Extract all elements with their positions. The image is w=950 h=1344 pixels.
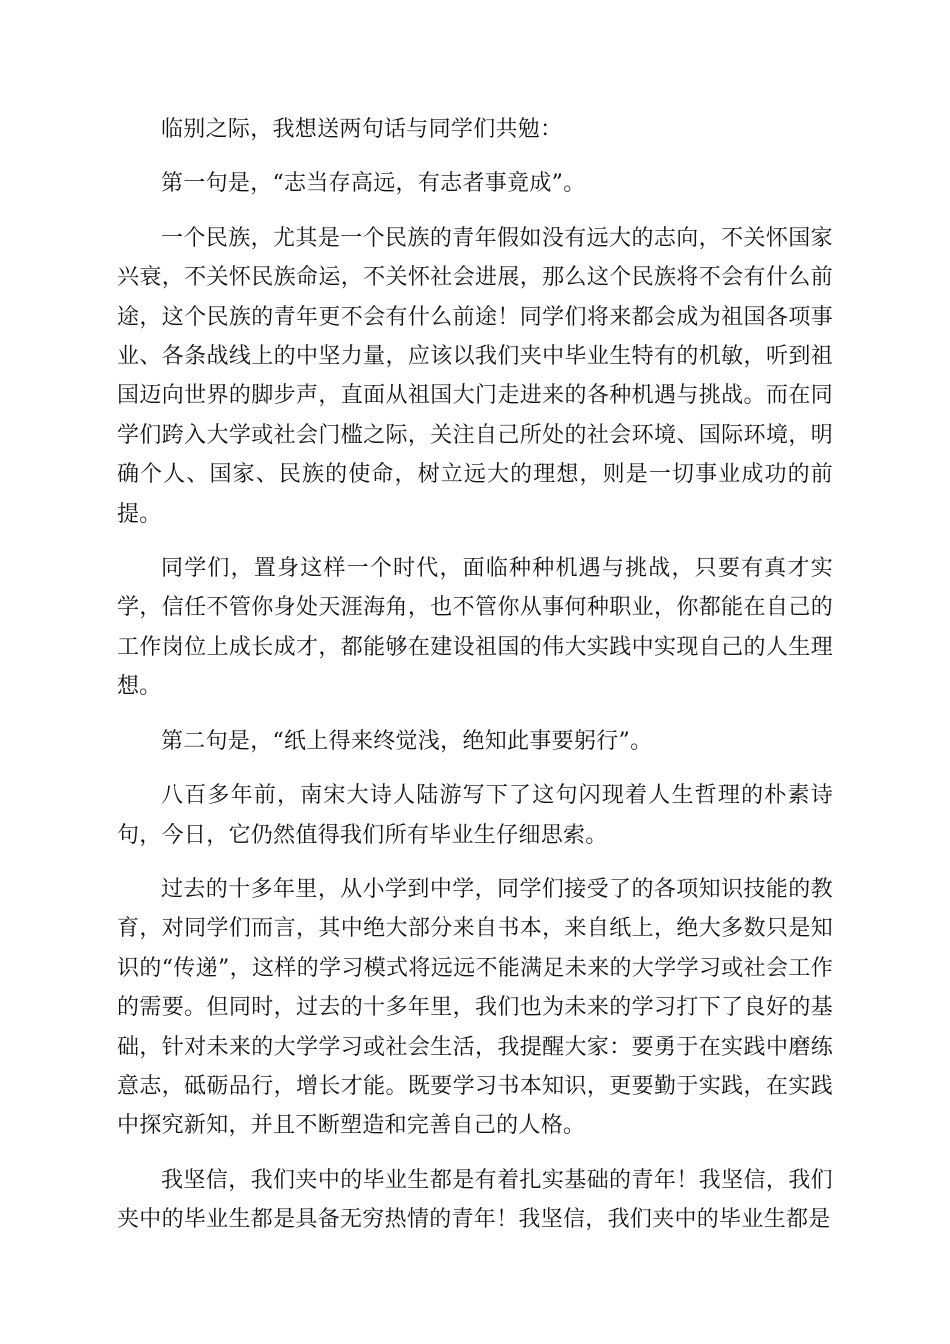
paragraph-farewell-intro: 临别之际，我想送两句话与同学们共勉： <box>161 117 563 142</box>
paragraph-past-learning: 过去的十多年里，从小学到中学，同学们接受了的各项知识技能的教育，对同学们而言，其中绝大部分来自书本，来自纸上，绝大多数只是知识的“传递”，这样的学习模式将远远不能满足未来的大学学习或社会工作的需要。但同时，过去的十多年里，我们也为未来的学习打下了良好的基础，针对未来的大学学习或社会生活，我提醒大家：要勇于在实践中磨练意志，砥砺品行，增长才能。既要学习书本知识，更要勤于实践，在实践中探究新知，并且不断塑造和完善自己的人格。 <box>117 876 833 1139</box>
paragraph-lu-you-poem: 八百多年前，南宋大诗人陆游写下了这句闪现着人生哲理的朴素诗句，今日，它仍然值得我们所有毕业生仔细思索。 <box>117 783 833 848</box>
paragraph-belief: 我坚信，我们夹中的毕业生都是有着扎实基础的青年！我坚信，我们夹中的毕业生都是具备无穷热情的青年！我坚信，我们夹中的毕业生都是 <box>117 1167 833 1233</box>
paragraph-second-saying: 第二句是，“纸上得来终觉浅，绝知此事要躬行”。 <box>161 728 653 754</box>
document-body <box>117 110 833 1255</box>
paragraph-era-opportunity: 同学们，置身这样一个时代，面临种种机遇与挑战，只要有真才实学，信任不管你身处天涯海角，也不管你从事何种职业，你都能在自己的工作岗位上成长成才，都能够在建设祖国的伟大实践中实现自己的人生理想。 <box>117 556 833 700</box>
paragraph-first-saying: 第一句是，“志当存高远，有志者事竟成”。 <box>161 171 586 197</box>
paragraph-nation-ambition: 一个民族，尤其是一个民族的青年假如没有远大的志向，不关怀国家兴衰，不关怀民族命运，不关怀社会进展，那么这个民族将不会有什么前途，这个民族的青年更不会有什么前途！同学们将来都会成为祖国各项事业、各条战线上的中坚力量，应该以我们夹中毕业生特有的机敏，听到祖国迈向世界的脚步声，直面从祖国大门走进来的各种机遇与挑战。而在同学们跨入大学或社会门槛之际，关注自己所处的社会环境、国际环境，明确个人、国家、民族的使命，树立远大的理想，则是一切事业成功的前提。 <box>117 225 833 527</box>
